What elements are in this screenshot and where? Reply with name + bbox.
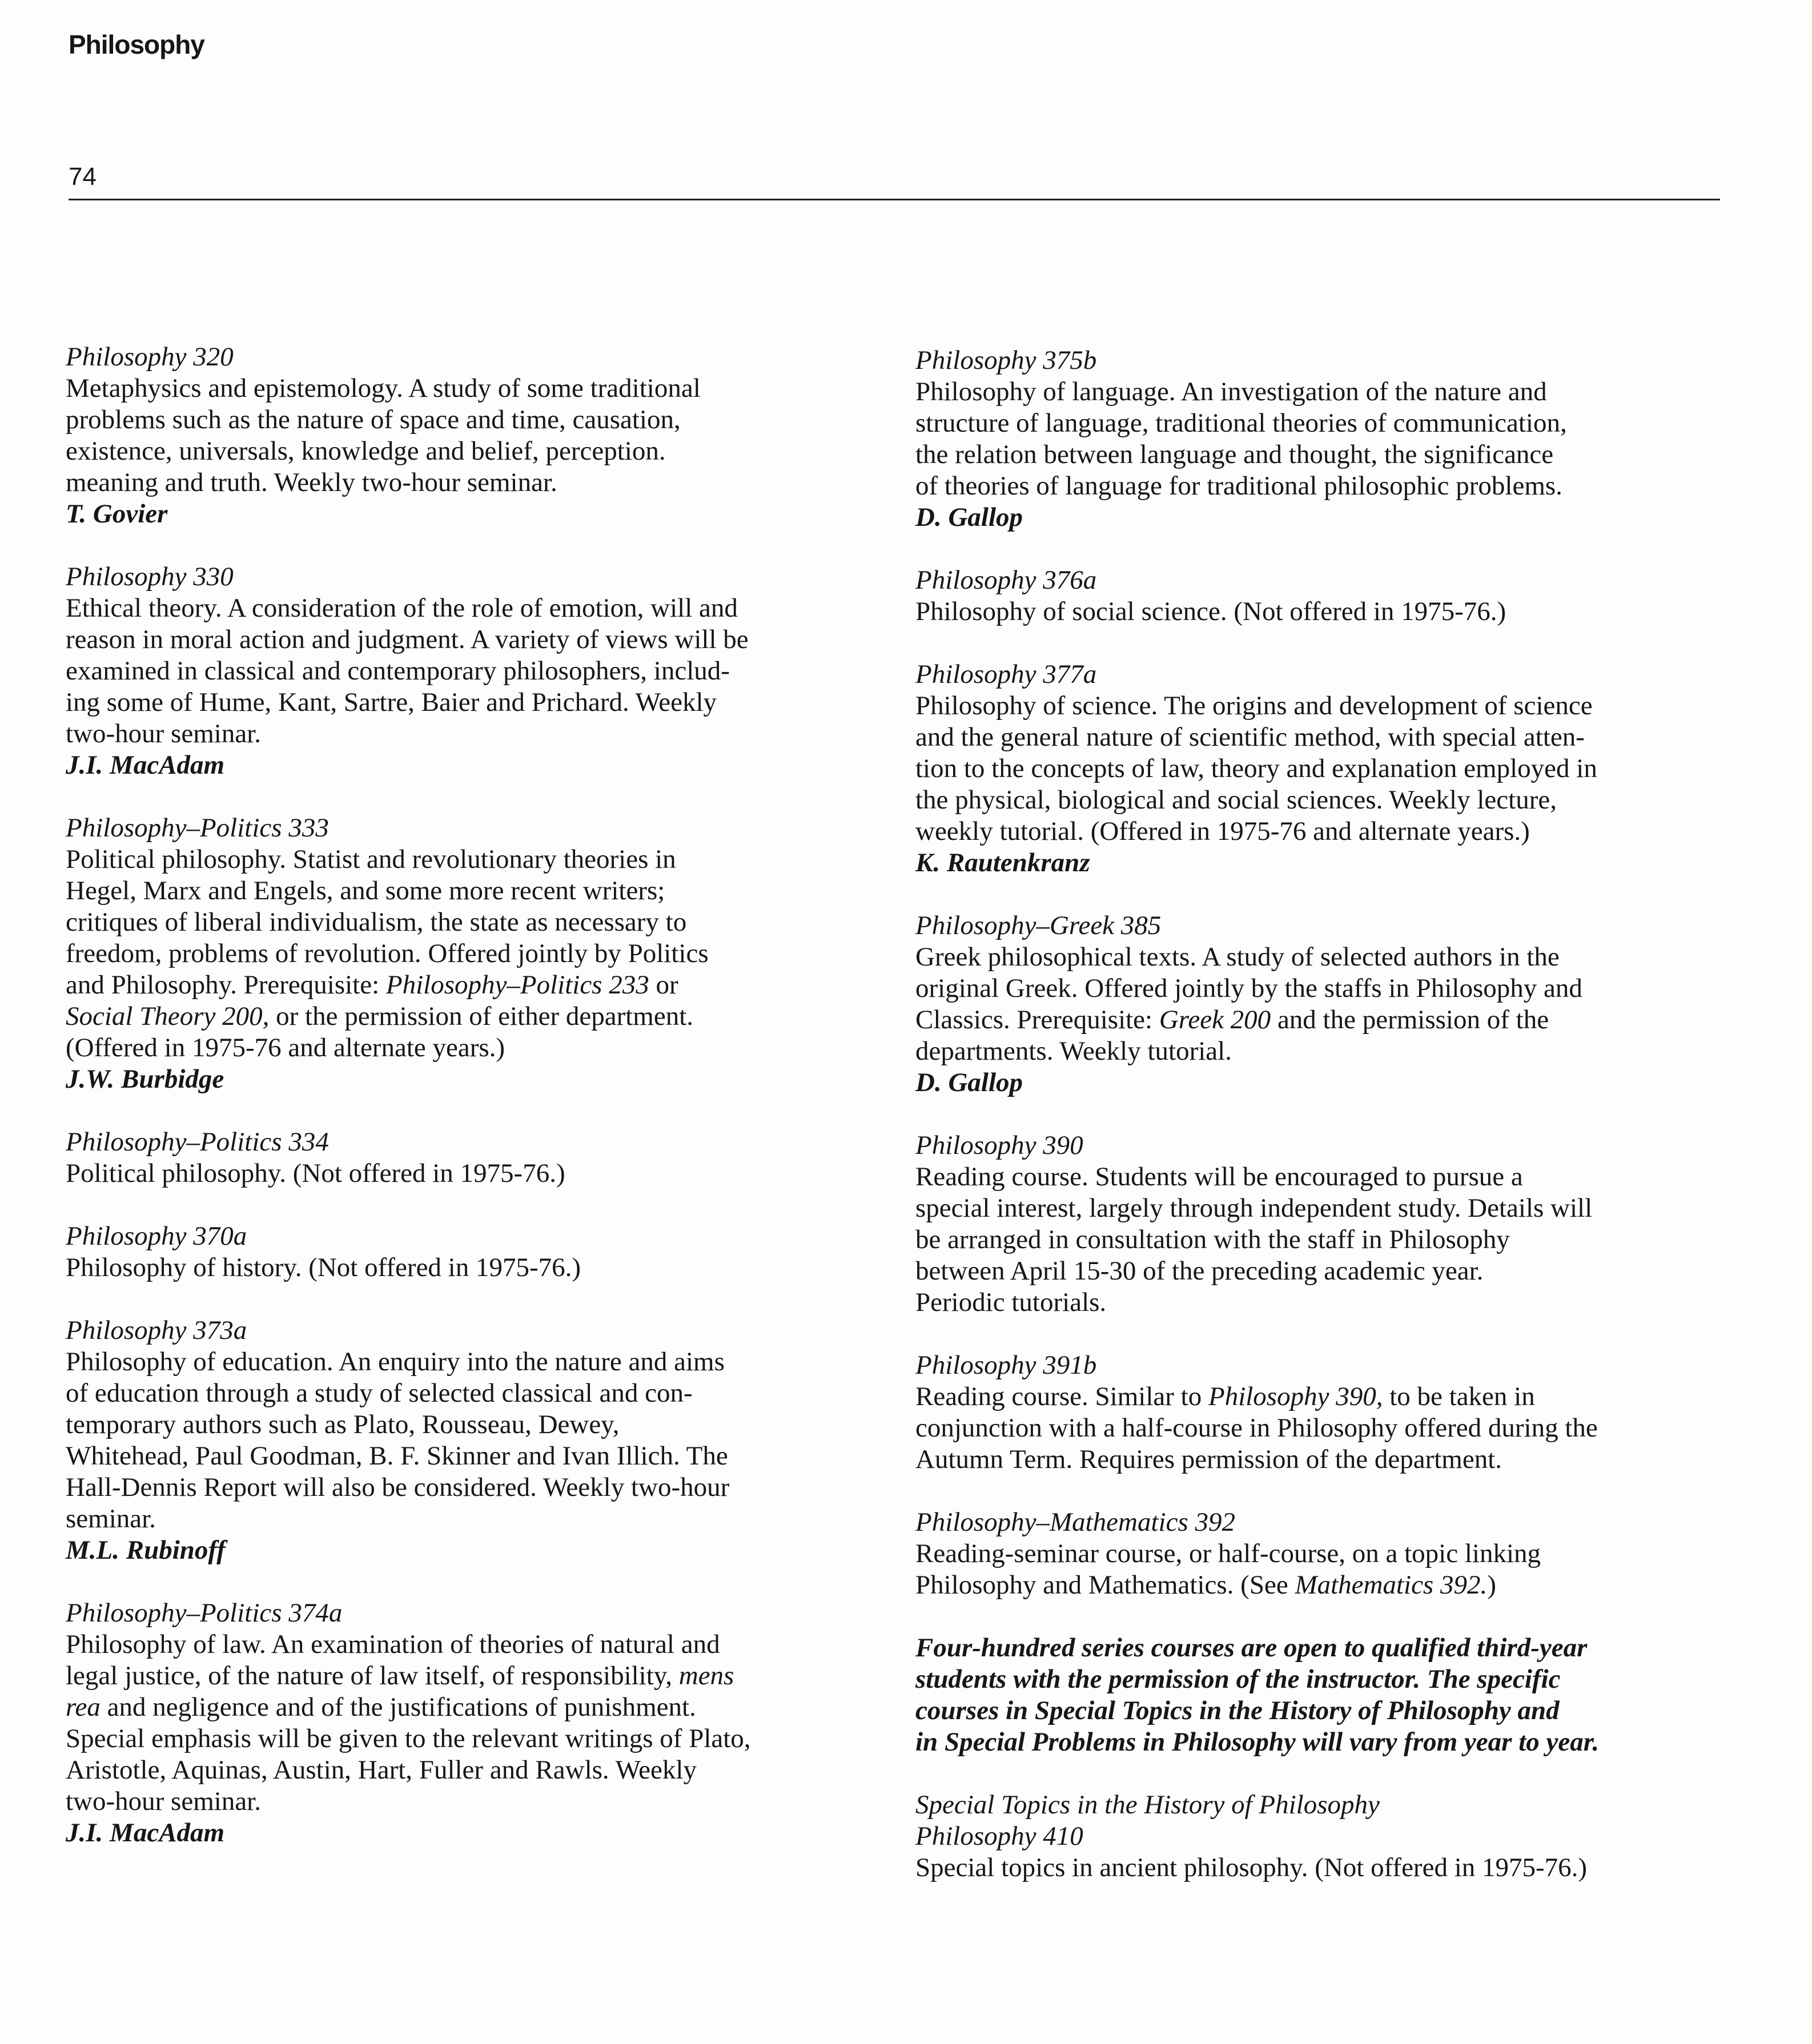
course-entry-373a (66, 1315, 877, 1566)
course-entry-333 (66, 812, 877, 1095)
description-text: to be taken in conjunction with a half-course in Philosophy offered during the Autumn Term. Requires permission of the department. (915, 1382, 1598, 1474)
course-entry-390 (915, 1130, 1726, 1318)
course-description (915, 1538, 1726, 1601)
course-description: Political philosophy. (Not offered in 1975-76.) (66, 1158, 565, 1188)
course-entry-410 (915, 1789, 1726, 1884)
course-title: Philosophy 377a (915, 659, 1097, 689)
section-title: Philosophy (69, 30, 204, 59)
course-instructor: J.W. Burbidge (66, 1064, 224, 1094)
course-entry-334 (66, 1126, 877, 1189)
course-description: Metaphysics and epistemology. A study of some traditional problems such as the nature of space and time, causation, existence, universals, knowledge and belief, perception. meaning and truth. Weekly two-hour seminar. (66, 373, 701, 497)
description-text: Greek philosophical texts. A study of selected authors in the original Greek. Offered jointly by the staffs in Philosophy and Classics. Prerequisite: (915, 942, 1582, 1035)
course-entry-320 (66, 341, 877, 530)
description-text: Reading-seminar course, or half-course, on a topic linking Philosophy and Mathematics. (See (915, 1539, 1541, 1600)
four-hundred-series-note: Four-hundred series courses are open to qualified third-year students with the permission of the instructor. The specific courses in Special Topics in the History of Philosophy and in Special Problems in Philosophy will vary from year to year. (915, 1633, 1600, 1757)
course-description (66, 844, 877, 1064)
course-entry-391b (915, 1350, 1726, 1475)
course-entry-370a (66, 1221, 877, 1283)
header-rule (69, 199, 1720, 200)
course-title: Philosophy 375b (915, 345, 1097, 375)
course-reference: Social Theory 200, (66, 1001, 270, 1031)
course-title: Philosophy–Greek 385 (915, 911, 1162, 940)
description-text: and the permission of the departments. Weekly tutorial. (915, 1005, 1549, 1066)
course-title: Philosophy–Politics 334 (66, 1127, 329, 1157)
course-title: Philosophy 410 (915, 1821, 1083, 1851)
course-title: Philosophy 390 (915, 1130, 1083, 1160)
right-column (915, 345, 1726, 1915)
description-text: and negligence and of the justifications of punishment. Special emphasis will be given to the relevant writings of Plato, Aristotle, Aquinas, Austin, Hart, Fuller and Rawls. Weekly two-hour seminar. (66, 1692, 751, 1816)
course-title: Philosophy 370a (66, 1221, 247, 1251)
course-description: Philosophy of education. An enquiry into the nature and aims of education through a study of selected classical and con- temporary authors such as Plato, Rousseau, Dewey, Whitehead, Paul Goodman, B. F. Skinner and Ivan Illich. The Hall-Dennis Report will also be considered. Weekly two-hour seminar. (66, 1347, 730, 1534)
course-description: Philosophy of language. An investigation of the nature and structure of language, traditional theories of communication, the relation between language and thought, the significance of theories of language for traditional philosophic problems. (915, 377, 1567, 501)
course-title: Philosophy–Politics 333 (66, 813, 329, 843)
course-entry-374a (66, 1598, 877, 1849)
topic-title: Special Topics in the History of Philosophy (915, 1790, 1380, 1820)
course-entry-330 (66, 561, 877, 781)
course-reference: Mathematics 392. (1295, 1570, 1488, 1600)
course-instructor: K. Rautenkranz (915, 848, 1090, 878)
course-title: Philosophy 376a (915, 565, 1097, 595)
course-description: Special topics in ancient philosophy. (Not offered in 1975-76.) (915, 1853, 1588, 1882)
course-description: Ethical theory. A consideration of the role of emotion, will and reason in moral action and judgment. A variety of views will be examined in classical and contemporary philosophers, includ- ing some of Hume, Kant, Sartre, Baier and Prichard. Weekly two-hour seminar. (66, 593, 749, 749)
course-instructor: J.I. MacAdam (66, 750, 225, 780)
course-description: Philosophy of social science. (Not offered in 1975-76.) (915, 597, 1506, 626)
description-text: or the permission of either department. (Offered in 1975-76 and alternate years.) (66, 1001, 694, 1063)
course-reference: Philosophy–Politics 233 (385, 970, 649, 1000)
course-title: Philosophy 320 (66, 342, 234, 372)
description-text: or (656, 970, 678, 1000)
course-reference: Philosophy 390, (1208, 1382, 1383, 1411)
latin-term: mens rea (66, 1661, 734, 1722)
course-instructor: J.I. MacAdam (66, 1818, 225, 1848)
page-number: 74 (69, 163, 97, 191)
course-description (915, 941, 1726, 1067)
course-description (915, 1381, 1726, 1475)
course-title: Philosophy–Mathematics 392 (915, 1507, 1236, 1537)
course-entry-376a (915, 565, 1726, 627)
course-title: Philosophy 391b (915, 1350, 1097, 1380)
course-entry-375b (915, 345, 1726, 533)
course-entry-385 (915, 910, 1726, 1099)
course-title: Philosophy 373a (66, 1315, 247, 1345)
description-text: Political philosophy. Statist and revolutionary theories in Hegel, Marx and Engels, and some more recent writers; critiques of liberal individualism, the state as necessary to freedom, problems of revolution. Offered jointly by Politics and Philosophy. Prerequisite: (66, 844, 709, 1000)
course-entry-377a (915, 659, 1726, 879)
course-description: Philosophy of history. (Not offered in 1975-76.) (66, 1253, 581, 1282)
left-column (66, 341, 877, 1880)
course-instructor: M.L. Rubinoff (66, 1535, 226, 1565)
description-text: ) (1487, 1570, 1496, 1600)
course-reference: Greek 200 (1159, 1005, 1271, 1035)
description-text: Philosophy of law. An examination of theories of natural and legal justice, of the nature of law itself, of responsibility, (66, 1629, 720, 1691)
course-instructor: D. Gallop (915, 502, 1023, 532)
course-description: Philosophy of science. The origins and development of science and the general nature of scientific method, with special atten- tion to the concepts of law, theory and explanation employed in the physical, biological and social sciences. Weekly lecture, weekly tutorial. (Offered in 1975-76 and alternate years.) (915, 691, 1597, 846)
course-instructor: D. Gallop (915, 1068, 1023, 1097)
course-entry-392 (915, 1507, 1726, 1601)
course-description: Reading course. Students will be encouraged to pursue a special interest, largely through independent study. Details will be arranged in consultation with the staff in Philosophy between April 15-30 of the preceding academic year. Periodic tutorials. (915, 1162, 1593, 1317)
description-text: Reading course. Similar to (915, 1382, 1208, 1411)
course-description (66, 1629, 877, 1817)
course-title: Philosophy 330 (66, 562, 234, 592)
course-instructor: T. Govier (66, 499, 168, 529)
course-title: Philosophy–Politics 374a (66, 1598, 343, 1628)
